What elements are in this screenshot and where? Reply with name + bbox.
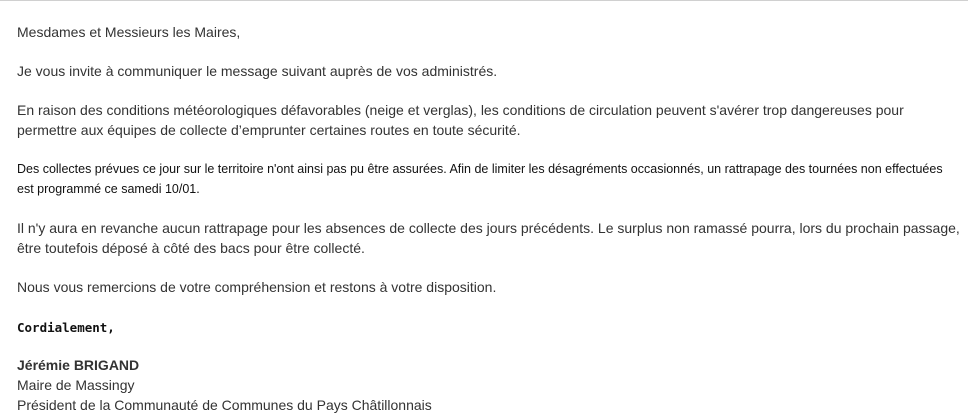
paragraph-weather: En raison des conditions météorologiques défavorables (neige et verglas), les conditions de circulation peuvent s'avérer trop dangereuses pour permettre aux équipes de collecte d’emprunter certaines routes en toute sécurité.	[17, 102, 904, 138]
paragraph-collection: Des collectes prévues ce jour sur le territoire n'ont ainsi pas pu être assurées. Afin de limiter les désagréments occasionnés, un rattrapage des tournées non effectuées est programmé ce samedi 10/01.	[17, 162, 943, 196]
closing: Cordialement,	[17, 320, 115, 335]
greeting: Mesdames et Messieurs les Maires,	[17, 24, 241, 40]
signature-title-president: Président de la Communauté de Communes du Pays Châtillonnais	[17, 397, 432, 413]
paragraph-thanks: Nous vous remercions de votre compréhension et restons à votre disposition.	[17, 279, 497, 295]
email-body	[17, 22, 962, 415]
signature-title-mayor: Maire de Massingy	[17, 377, 135, 393]
paragraph-intro: Je vous invite à communiquer le message suivant auprès de vos administrés.	[17, 63, 498, 79]
paragraph-no-catchup: Il n'y aura en revanche aucun rattrapage pour les absences de collecte des jours précédents. Le surplus non ramassé pourra, lors du prochain passage, être toutefois déposé à côté des bacs pour être collecté.	[17, 220, 960, 256]
top-divider	[0, 0, 968, 1]
signature-name: Jérémie BRIGAND	[17, 357, 140, 373]
signature	[17, 355, 962, 415]
